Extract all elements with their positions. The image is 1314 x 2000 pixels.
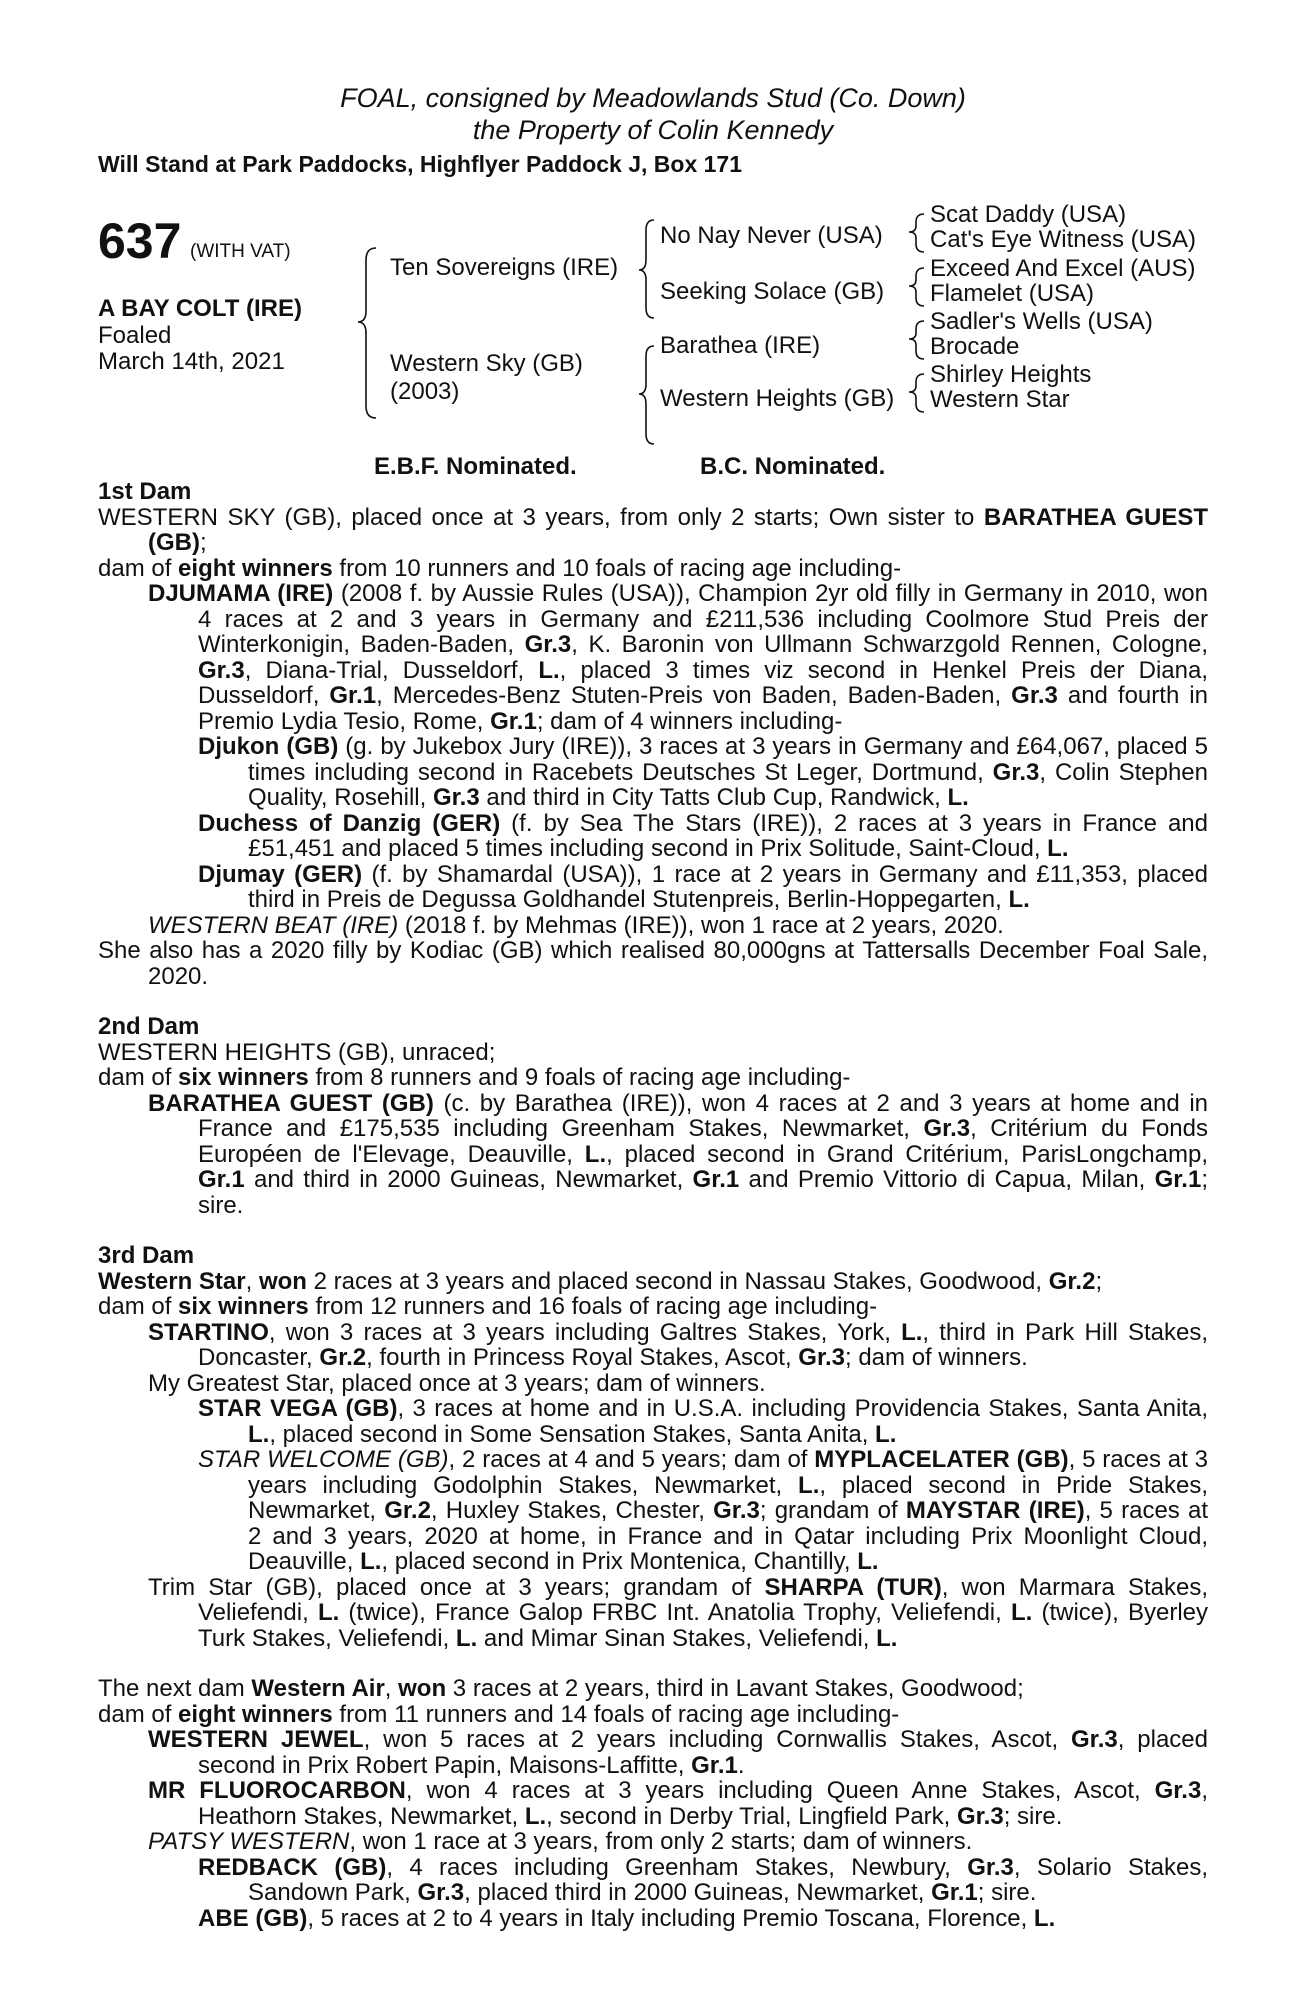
bold-run: Gr.3 [1011, 682, 1058, 709]
bold-run: Gr.1 [198, 1166, 245, 1193]
bold-run: L. [1008, 886, 1030, 913]
property-line: the Property of Colin Kennedy [472, 115, 834, 145]
produce-entry [98, 734, 1208, 811]
text-run: WESTERN HEIGHTS (GB), unraced; [98, 1038, 496, 1066]
bold-run: Gr.3 [923, 1115, 971, 1142]
text-run: , third in Park Hill Stakes, Doncaster, [198, 1318, 1208, 1371]
foaled-date: March 14th, 2021 [98, 348, 285, 375]
bold-run: six winners [178, 1293, 309, 1320]
bold-run: Gr.2 [384, 1497, 431, 1524]
bold-run: L. [1010, 1599, 1033, 1626]
produce-entry [98, 581, 1208, 734]
text-run: , 5 races at 2 to 4 years in Italy including Premio Toscana, Florence, [307, 1904, 1034, 1932]
text-run: (f. by Shamardal (USA)), 1 race at 2 years in Germany and £11,353, placed third in Preis de Degussa Goldhandel Stutenpreis, Berlin-Hoppegarten, [248, 860, 1209, 913]
text-run: . [737, 1751, 745, 1779]
produce-entry [98, 811, 1208, 862]
text-run: (2008 f. by Aussie Rules (USA)), Champion 2yr old filly in Germany in 2010, won 4 races at 2 and 3 years in Germany and £211,536 including Coolmore Stud Preis der Winterkonigin, Baden-Baden, [198, 580, 1208, 658]
bold-run: Gr.3 [417, 1879, 465, 1906]
bc-nomination: B.C. Nominated. [700, 453, 886, 480]
italic-run: PATSY WESTERN [148, 1828, 350, 1855]
bold-run: eight winners [178, 554, 333, 582]
second-dam-record [98, 1040, 1208, 1066]
sire-name: Ten Sovereigns (IRE) [390, 254, 619, 281]
bold-run: DJUMAMA (IRE) [148, 580, 334, 607]
produce-entry [98, 1575, 1208, 1652]
gg-ssd: Cat's Eye Witness (USA) [930, 226, 1196, 253]
first-dam-heading: 1st Dam [98, 478, 192, 505]
bold-run: Gr.3 [798, 1344, 845, 1371]
text-run: ; dam of 4 winners including- [536, 707, 843, 735]
text-run: , Critérium du Fonds Européen de l'Elevage, Deauville, [198, 1115, 1208, 1168]
pedigree-table [98, 201, 1208, 480]
text-run: The next dam [98, 1675, 252, 1702]
text-run: , placed 3 times viz second in Henkel Preis der Diana, Dusseldorf, [198, 656, 1209, 709]
text-run: , placed second in Pride Stakes, Newmarket, [248, 1471, 1209, 1524]
bold-run: won [398, 1675, 447, 1702]
gg-sdd: Flamelet (USA) [930, 280, 1095, 307]
gg-ddd: Western Star [930, 386, 1070, 413]
bold-run: L. [584, 1140, 607, 1168]
bold-run: BARATHEA GUEST (GB) [148, 1089, 434, 1117]
text-run: Trim Star (GB), placed once at 3 years; grandam of [148, 1573, 765, 1601]
produce-entry [98, 1855, 1208, 1906]
produce-entry [98, 1829, 1208, 1855]
bracket-main [358, 248, 376, 418]
text-run: dam of [98, 554, 179, 582]
bold-run: REDBACK (GB) [198, 1853, 387, 1881]
bold-run: SHARPA (TUR) [764, 1573, 942, 1601]
text-run: , Heathorn Stakes, Newmarket, [198, 1777, 1208, 1830]
catalogue-page [98, 82, 1208, 1931]
bracket-ss [909, 214, 924, 252]
bold-run: L. [901, 1318, 923, 1346]
text-run: and fourth in Premio Lydia Tesio, Rome, [198, 682, 1208, 735]
bold-run: Duchess of Danzig (GER) [198, 809, 501, 837]
text-run: , 4 races including Greenham Stakes, Newbury, [386, 1853, 968, 1881]
bold-run: L. [1033, 1904, 1056, 1932]
produce-entry [98, 1447, 1208, 1575]
text-run: , won 3 races at 3 years including Galtres Stakes, York, [268, 1318, 902, 1346]
bold-run: Gr.3 [198, 656, 245, 684]
bold-run: Djukon (GB) [198, 733, 339, 760]
bold-run: Gr.3 [713, 1497, 760, 1524]
next-dam-produce-summary [98, 1702, 1208, 1728]
text-run: WESTERN SKY (GB), placed once at 3 years, from only 2 starts; Own sister to [98, 503, 984, 531]
gg-sss: Scat Daddy (USA) [930, 201, 1127, 228]
first-dam-note [98, 938, 1208, 989]
text-run: , Colin Stephen Quality, Rosehill, [248, 758, 1208, 811]
italic-run: STAR WELCOME (GB) [198, 1446, 449, 1473]
bold-run: Gr.3 [524, 631, 572, 658]
italic-run: WESTERN BEAT (IRE) [148, 911, 399, 939]
text-run: ; sire. [977, 1879, 1037, 1906]
bold-run: ABE (GB) [198, 1904, 308, 1932]
produce-entry [98, 1778, 1208, 1829]
text-run: , 5 races at 2 and 3 years, 2020 at home, in France and in Qatar including Prix Moonlight Cloud, Deauville, [248, 1497, 1208, 1575]
text-run: , fourth in Princess Royal Stakes, Ascot, [366, 1344, 799, 1371]
bold-run: Gr.3 [1154, 1777, 1202, 1804]
text-run: dam of [98, 1293, 179, 1320]
text-run: , [245, 1267, 259, 1295]
bold-run: Gr.3 [432, 784, 480, 811]
bold-run: L. [947, 784, 969, 811]
gg-dds: Shirley Heights [930, 361, 1092, 388]
text-run: dam of [98, 1064, 179, 1091]
bold-run: Gr.3 [992, 758, 1040, 786]
text-run: , Diana-Trial, Dusseldorf, [244, 656, 539, 684]
text-run: , Huxley Stakes, Chester, [430, 1497, 714, 1524]
ebf-nomination: E.B.F. Nominated. [374, 453, 577, 480]
bold-run: L. [248, 1420, 270, 1448]
bold-run: L. [360, 1548, 382, 1575]
dam-sire: Barathea (IRE) [660, 332, 821, 359]
bold-run: MR FLUOROCARBON [148, 1777, 406, 1804]
third-dam-record [98, 1269, 1208, 1295]
gg-sds: Exceed And Excel (AUS) [930, 255, 1196, 282]
produce-entry [98, 862, 1208, 913]
horse-description: A BAY COLT (IRE) [98, 295, 303, 322]
next-dam-record [98, 1676, 1208, 1702]
text-run: , second in Derby Trial, Lingfield Park, [546, 1802, 957, 1830]
text-run: and third in City Tatts Club Cup, Randwick, [479, 784, 948, 811]
gg-dss: Sadler's Wells (USA) [930, 308, 1153, 335]
bracket-dd [909, 374, 924, 412]
first-dam-record [98, 505, 1208, 556]
stabling-line: Will Stand at Park Paddocks, Highflyer Paddock J, Box 171 [98, 151, 742, 177]
bold-run: six winners [178, 1064, 309, 1091]
bracket-sd [909, 268, 924, 306]
lot-number: 637 [98, 213, 182, 269]
catalogue-body [98, 479, 1208, 1931]
bold-run: Gr.1 [931, 1879, 978, 1906]
bold-run: L. [876, 1624, 898, 1652]
sire-dam: Seeking Solace (GB) [660, 278, 885, 305]
produce-entry [98, 1320, 1208, 1371]
bold-run: L. [875, 1420, 897, 1448]
text-run: from 8 runners and 9 foals of racing age including- [308, 1064, 851, 1091]
bold-run: STARTINO [148, 1318, 269, 1346]
text-run: ; grandam of [759, 1497, 906, 1524]
text-run: , won 1 race at 3 years, from only 2 starts; dam of winners. [349, 1828, 973, 1855]
bold-run: Gr.2 [1048, 1267, 1096, 1295]
text-run: (2018 f. by Mehmas (IRE)), won 1 race at 2 years, 2020. [398, 911, 1004, 939]
text-run: from 11 runners and 14 foals of racing age including- [332, 1700, 900, 1728]
dam-year: (2003) [390, 378, 460, 405]
bold-run: Gr.1 [691, 1751, 738, 1779]
bold-run: won [258, 1267, 307, 1295]
bracket-ds [909, 321, 924, 359]
bold-run: Gr.1 [692, 1166, 740, 1193]
bold-run: Djumay (GER) [198, 860, 363, 888]
text-run: , Solario Stakes, Sandown Park, [248, 1853, 1208, 1906]
text-run: , K. Baronin von Ullmann Schwarzgold Rennen, Cologne, [571, 631, 1208, 658]
text-run: (twice), Byerley Turk Stakes, Veliefendi, [198, 1599, 1209, 1652]
bracket-dam [639, 346, 654, 444]
third-dam-heading: 3rd Dam [98, 1242, 195, 1269]
text-run: (g. by Jukebox Jury (IRE)), 3 races at 3 years in Germany and £64,067, placed 5 times including second in Racebets Deutsches St Leger, Dortmund, [248, 733, 1208, 786]
text-run: , Mercedes-Benz Stuten-Preis von Baden, Baden-Baden, [376, 682, 1012, 709]
text-run: 3 races at 2 years, third in Lavant Stakes, Goodwood; [446, 1675, 1024, 1702]
text-run: and Mimar Sinan Stakes, Veliefendi, [477, 1624, 877, 1652]
produce-entry [98, 1727, 1208, 1778]
bold-run: Gr.3 [957, 1802, 1004, 1830]
bold-run: Gr.3 [967, 1853, 1014, 1881]
text-run: , won 4 races at 3 years including Queen Anne Stakes, Ascot, [405, 1777, 1155, 1804]
text-run: , placed second in Prix Montenica, Chantilly, [381, 1548, 858, 1575]
bracket-sire [639, 220, 654, 318]
consignor-line: FOAL, consigned by Meadowlands Stud (Co. Down) [340, 83, 966, 113]
bold-run: STAR VEGA (GB) [198, 1395, 398, 1422]
text-run: , won 5 races at 2 years including Cornwallis Stakes, Ascot, [363, 1726, 1072, 1753]
text-run: ; dam of winners. [845, 1344, 1028, 1371]
bold-run: Gr.2 [319, 1344, 367, 1371]
gg-dsd: Brocade [930, 333, 1020, 360]
produce-entry [98, 1371, 1208, 1397]
bold-run: L. [455, 1624, 478, 1652]
bold-run: L. [317, 1599, 340, 1626]
bold-run: L. [524, 1802, 547, 1830]
second-dam-produce-summary [98, 1065, 1208, 1091]
text-run: , 3 races at home and in U.S.A. including Providencia Stakes, Santa Anita, [397, 1395, 1208, 1422]
text-run: , 2 races at 4 and 5 years; dam of [448, 1446, 815, 1473]
text-run: , placed second in Grand Critérium, ParisLongchamp, [606, 1140, 1208, 1168]
text-run: ; [199, 529, 207, 556]
dam-dam: Western Heights (GB) [660, 385, 895, 412]
produce-entry [98, 913, 1208, 939]
bold-run: Gr.1 [1154, 1166, 1202, 1193]
bold-run: Western Star [98, 1267, 246, 1295]
bold-run: L. [857, 1548, 879, 1575]
text-run: My Greatest Star, placed once at 3 years; dam of winners. [148, 1369, 766, 1397]
text-run: , [384, 1675, 399, 1702]
text-run: from 12 runners and 16 foals of racing age including- [308, 1293, 878, 1320]
text-run: , placed third in 2000 Guineas, Newmarket, [464, 1879, 932, 1906]
produce-entry [98, 1396, 1208, 1447]
text-run: ; [1095, 1267, 1103, 1295]
text-run: , 5 races at 3 years including Godolphin Stakes, Newmarket, [248, 1446, 1208, 1499]
bold-run: Western Air [251, 1675, 385, 1702]
text-run: 2 races at 3 years and placed second in Nassau Stakes, Goodwood, [306, 1267, 1049, 1295]
text-run: (twice), France Galop FRBC Int. Anatolia Trophy, Veliefendi, [339, 1599, 1011, 1626]
dam-name: Western Sky (GB) [390, 350, 583, 377]
bold-run: BARATHEA GUEST (GB) [148, 503, 1208, 556]
text-run: , won Marmara Stakes, Veliefendi, [198, 1573, 1208, 1626]
bold-run: Gr.1 [329, 682, 377, 709]
text-run: from 10 runners and 10 foals of racing age including- [332, 554, 902, 582]
text-run: She also has a 2020 filly by Kodiac (GB) which realised 80,000gns at Tattersalls December Foal Sale, 2020. [98, 937, 1208, 990]
bold-run: L. [1047, 835, 1069, 862]
text-run: (c. by Barathea (IRE)), won 4 races at 2 and 3 years at home and in France and £175,535 including Greenham Stakes, Newmarket, [198, 1089, 1209, 1142]
bold-run: Gr.1 [490, 707, 537, 735]
third-dam-produce-summary [98, 1294, 1208, 1320]
produce-entry [98, 1906, 1208, 1932]
text-run: and Premio Vittorio di Capua, Milan, [739, 1166, 1155, 1193]
bold-run: eight winners [178, 1700, 333, 1728]
text-run: dam of [98, 1700, 179, 1728]
vat-note: (WITH VAT) [190, 241, 291, 262]
text-run: , placed second in Some Sensation Stakes, Santa Anita, [269, 1420, 876, 1448]
text-run: and third in 2000 Guineas, Newmarket, [244, 1166, 693, 1193]
produce-entry [98, 1091, 1208, 1219]
bold-run: WESTERN JEWEL [148, 1726, 364, 1753]
text-run: ; sire. [198, 1166, 1208, 1219]
sire-sire: No Nay Never (USA) [660, 222, 883, 249]
text-run: , placed second in Prix Robert Papin, Maisons-Laffitte, [198, 1726, 1209, 1779]
text-run: (f. by Sea The Stars (IRE)), 2 races at 3 years in France and £51,451 and placed 5 times including second in Prix Solitude, Saint-Cloud, [248, 809, 1209, 862]
first-dam-produce-summary [98, 556, 1208, 582]
foaled-label: Foaled [98, 322, 172, 349]
bold-run: L. [538, 656, 560, 684]
second-dam-heading: 2nd Dam [98, 1013, 200, 1040]
bold-run: Gr.3 [1071, 1726, 1118, 1753]
text-run: ; sire. [1003, 1802, 1063, 1830]
bold-run: MYPLACELATER (GB) [814, 1446, 1069, 1473]
bold-run: MAYSTAR (IRE) [905, 1497, 1085, 1524]
bold-run: L. [798, 1471, 820, 1499]
